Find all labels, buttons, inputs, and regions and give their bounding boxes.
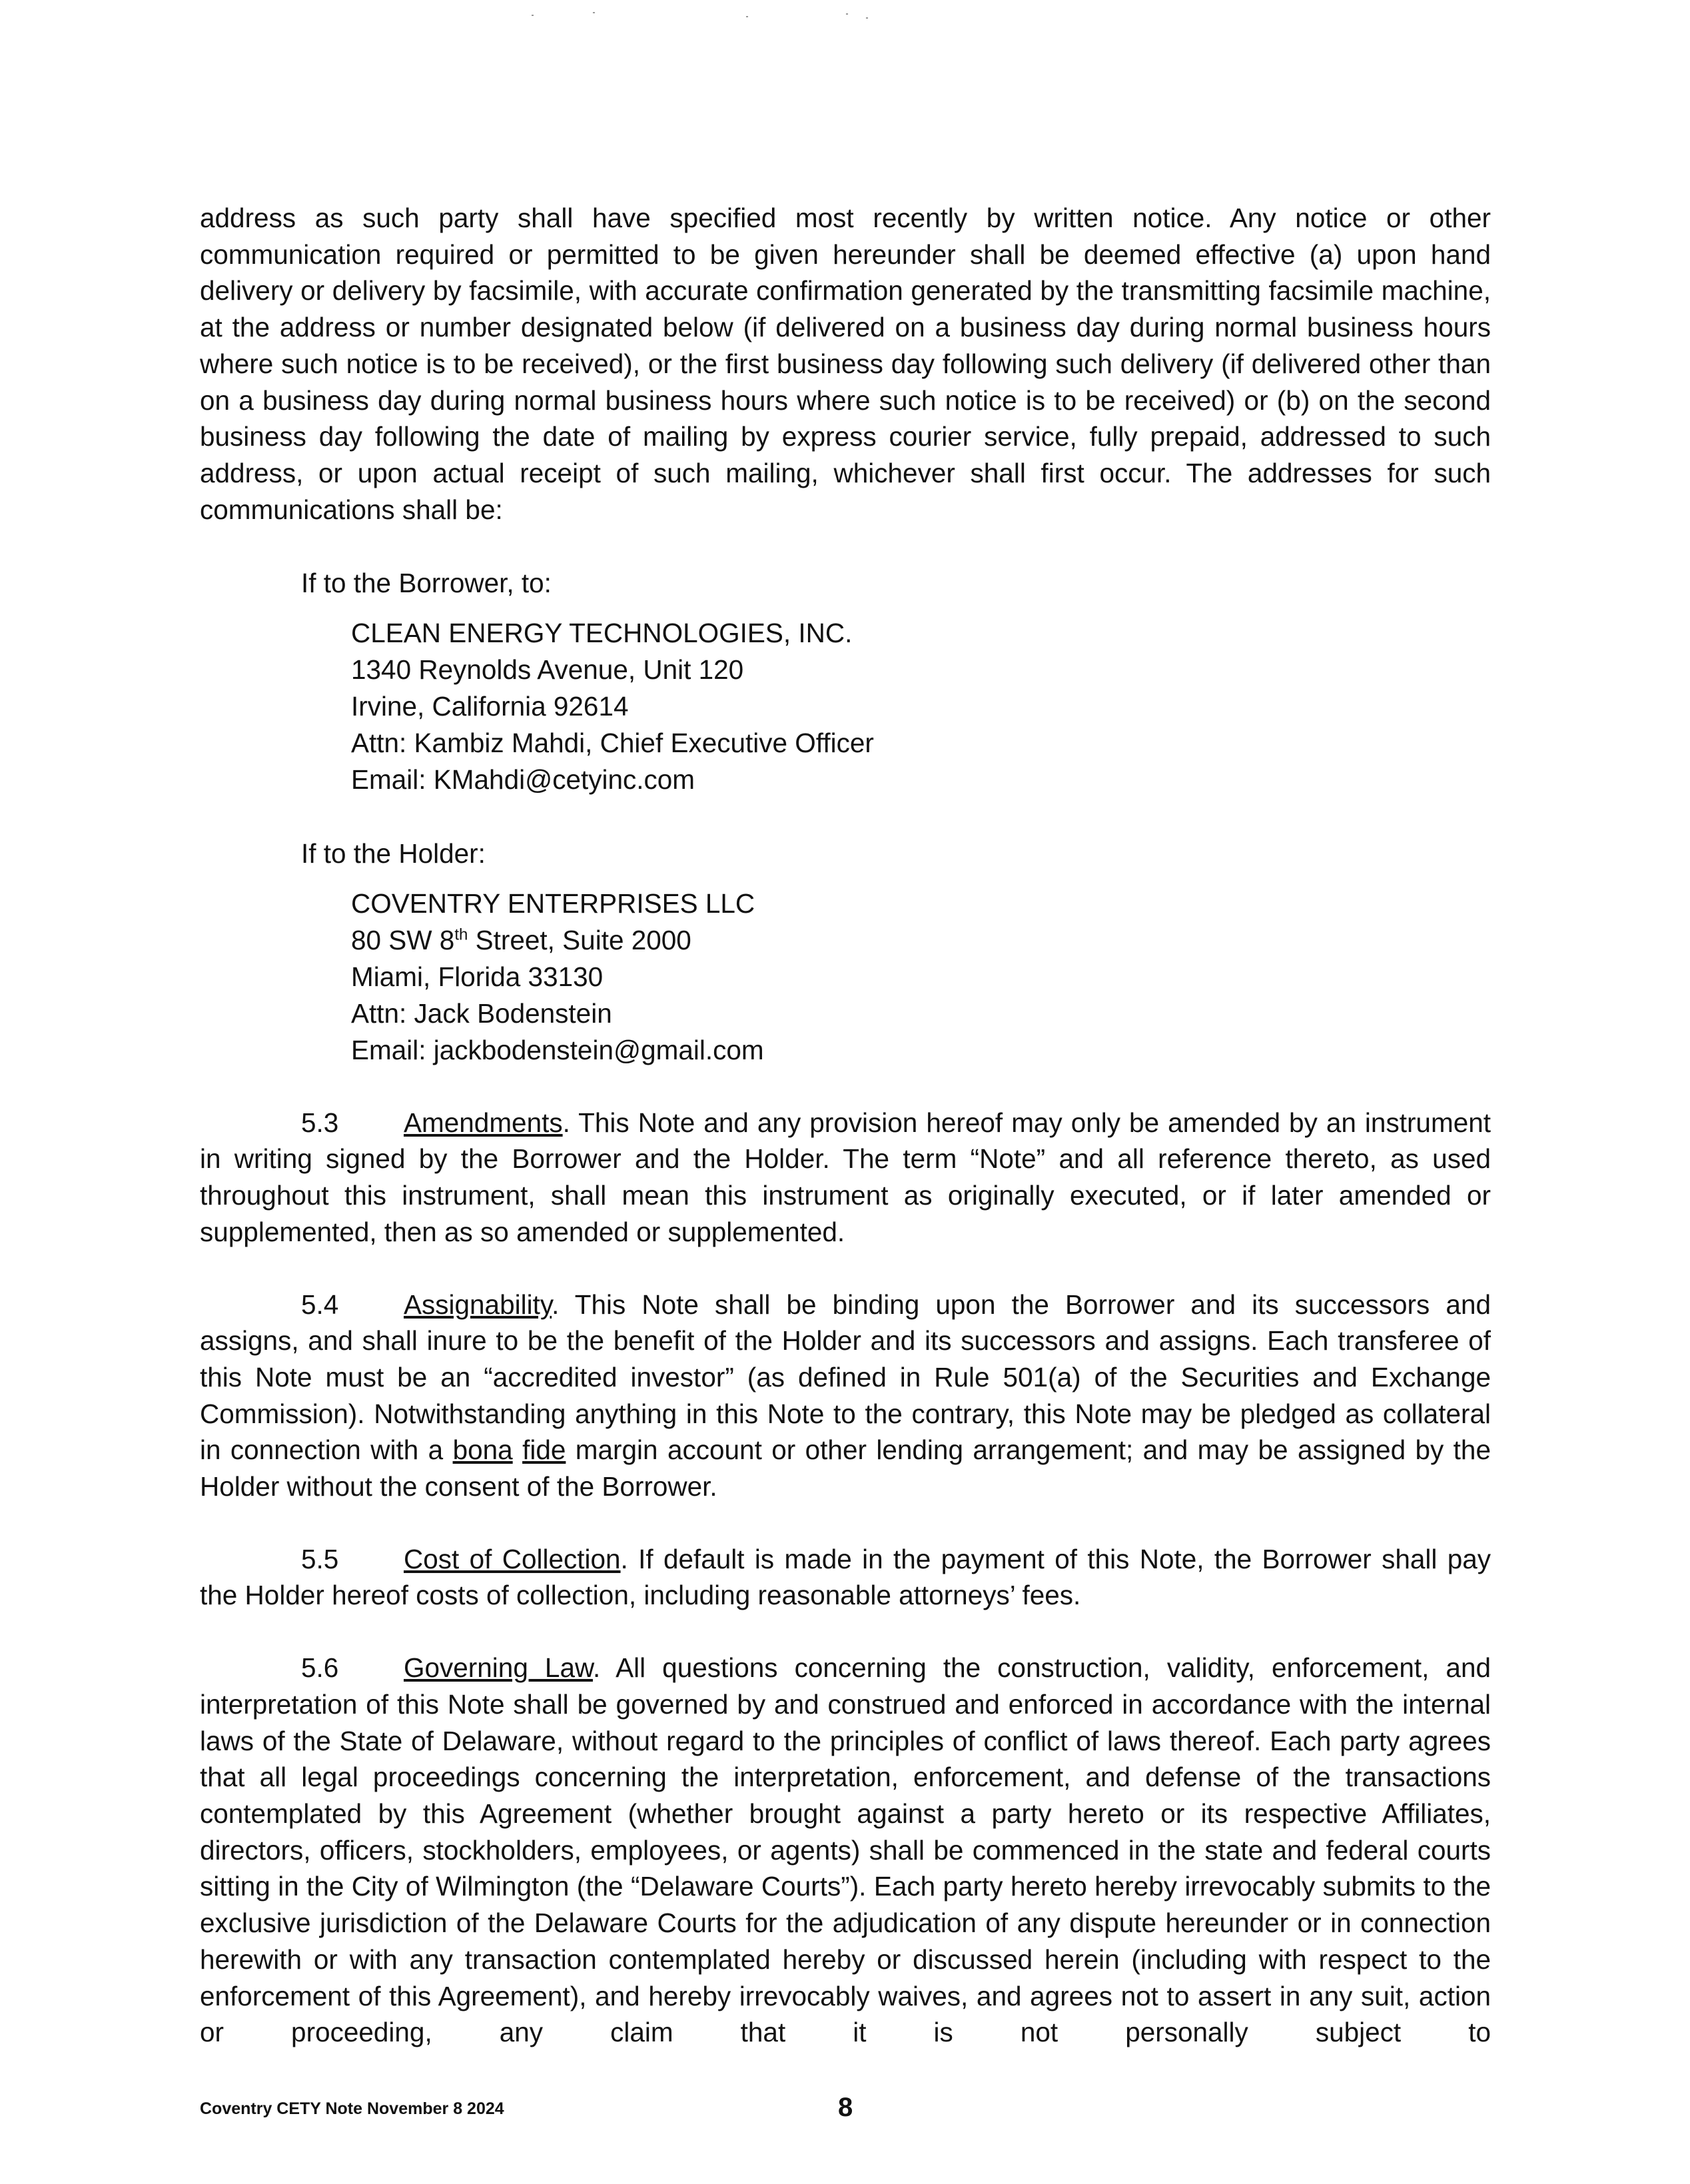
section-text: . If default is made in the payment of this Note, the Borrower shall pay the Holder hereof costs of collection, including reasonable attorneys’ fees. (200, 1543, 1491, 1611)
section-title: Cost of Collection (404, 1543, 621, 1574)
notice-paragraph: address as such party shall have specified most recently by written notice. Any notice or other communication required or permitted to be given hereunder shall be deemed effective (a) upon hand delivery or delivery by facsimile, with accurate confirmation generated by the transmitting facsimile machine, at the address or number designated below (if delivered on a business day during normal business hours where such notice is to be received), or the first business day following such delivery (if delivered other than on a business day during normal business hours where such notice is to be received) or (b) on the second business day following the date of mailing by express courier service, fully prepaid, addressed to such address, or upon actual receipt of such mailing, whichever shall first occur. The addresses for such communications shall be: (200, 203, 1491, 525)
holder-street (351, 922, 1491, 959)
section-title: Assignability (404, 1289, 552, 1320)
scan-speck (746, 16, 748, 17)
scan-speck (846, 13, 848, 15)
scan-speck (593, 12, 595, 13)
footer-document-label: Coventry CETY Note November 8 2024 (200, 2099, 504, 2118)
holder-city: Miami, Florida 33130 (351, 961, 604, 992)
fide-term: fide (522, 1434, 566, 1466)
holder-street-number: 80 SW 8 (351, 924, 455, 955)
holder-email: Email: jackbodenstein@gmail.com (351, 1034, 764, 1065)
section-number: 5.4 (301, 1289, 339, 1320)
scan-speck (866, 17, 868, 19)
section-5-5 (200, 1541, 1491, 1614)
scan-speck (532, 15, 534, 16)
holder-address-block (351, 885, 1491, 1069)
section-title: Amendments (404, 1107, 563, 1138)
borrower-city: Irvine, California 92614 (351, 691, 629, 722)
section-text: . All questions concerning the construction, validity, enforcement, and interpretation of this Note shall be governed by and construed and enforced in accordance with the internal laws of the State of Delaware, without regard to the principles of conflict of laws thereof. Each party agrees that all legal proceedings concerning the interpretation, enforcement, and defense of the transactions contemplated by this Agreement (whether brought against a party hereto or its respective Affiliates, directors, officers, stockholders, employees, or agents) shall be commenced in the state and federal courts sitting in the City of Wilmington (the “Delaware Courts”). Each party hereto hereby irrevocably submits to the exclusive jurisdiction of the Delaware Courts for the adjudication of any dispute hereunder or in connection herewith or with any transaction contemplated hereby or discussed herein (including with respect to the enforcement of this Agreement), and hereby irrevocably waives, and agrees not to assert in any suit, action or proceeding, any claim that it is not personally subject to (200, 1652, 1491, 2048)
section-text: . This Note and any provision hereof may only be amended by an instrument in writing signed by the Borrower and the Holder. The term “Note” and all reference thereto, as used throughout this instrument, shall mean this instrument as originally executed, or if later amended or supplemented, then as so amended or supplemented. (200, 1107, 1491, 1247)
section-number: 5.3 (301, 1107, 339, 1138)
section-number: 5.6 (301, 1652, 339, 1684)
section-title: Governing Law (404, 1652, 593, 1684)
document-page (200, 200, 1491, 2051)
page-number: 8 (838, 2093, 853, 2122)
section-number: 5.5 (301, 1543, 339, 1574)
section-text: . This Note shall be binding upon the Borrower and its successors and assigns, and shall inure to be the benefit of the Holder and its successors and assigns. Each transferee of this Note must be an “accredited investor” (as defined in Rule 501(a) of the Securities and Exchange Commission). Notwithstanding anything in this Note to the contrary, this Note may be pledged as collateral in connection with a (200, 1289, 1491, 1466)
page-footer (200, 2093, 1491, 2133)
holder-label: If to the Holder: (301, 838, 486, 869)
holder-street-ordinal: th (454, 925, 468, 944)
borrower-attn: Attn: Kambiz Mahdi, Chief Executive Officer (351, 728, 874, 759)
borrower-name: CLEAN ENERGY TECHNOLOGIES, INC. (351, 618, 853, 649)
section-5-3 (200, 1105, 1491, 1251)
holder-name: COVENTRY ENTERPRISES LLC (351, 887, 755, 919)
holder-attn: Attn: Jack Bodenstein (351, 997, 612, 1029)
section-text-continued: margin account or other lending arrangement; and may be assigned by the Holder without the consent of the Borrower. (200, 1434, 1491, 1502)
section-5-6 (200, 1650, 1491, 2051)
holder-street-rest: Street, Suite 2000 (468, 924, 691, 955)
borrower-street: 1340 Reynolds Avenue, Unit 120 (351, 654, 744, 686)
borrower-label: If to the Borrower, to: (301, 568, 552, 599)
borrower-address-block (351, 615, 1491, 798)
bona-term: bona (452, 1434, 513, 1466)
borrower-email: Email: KMahdi@cetyinc.com (351, 764, 695, 796)
section-5-4 (200, 1287, 1491, 1505)
